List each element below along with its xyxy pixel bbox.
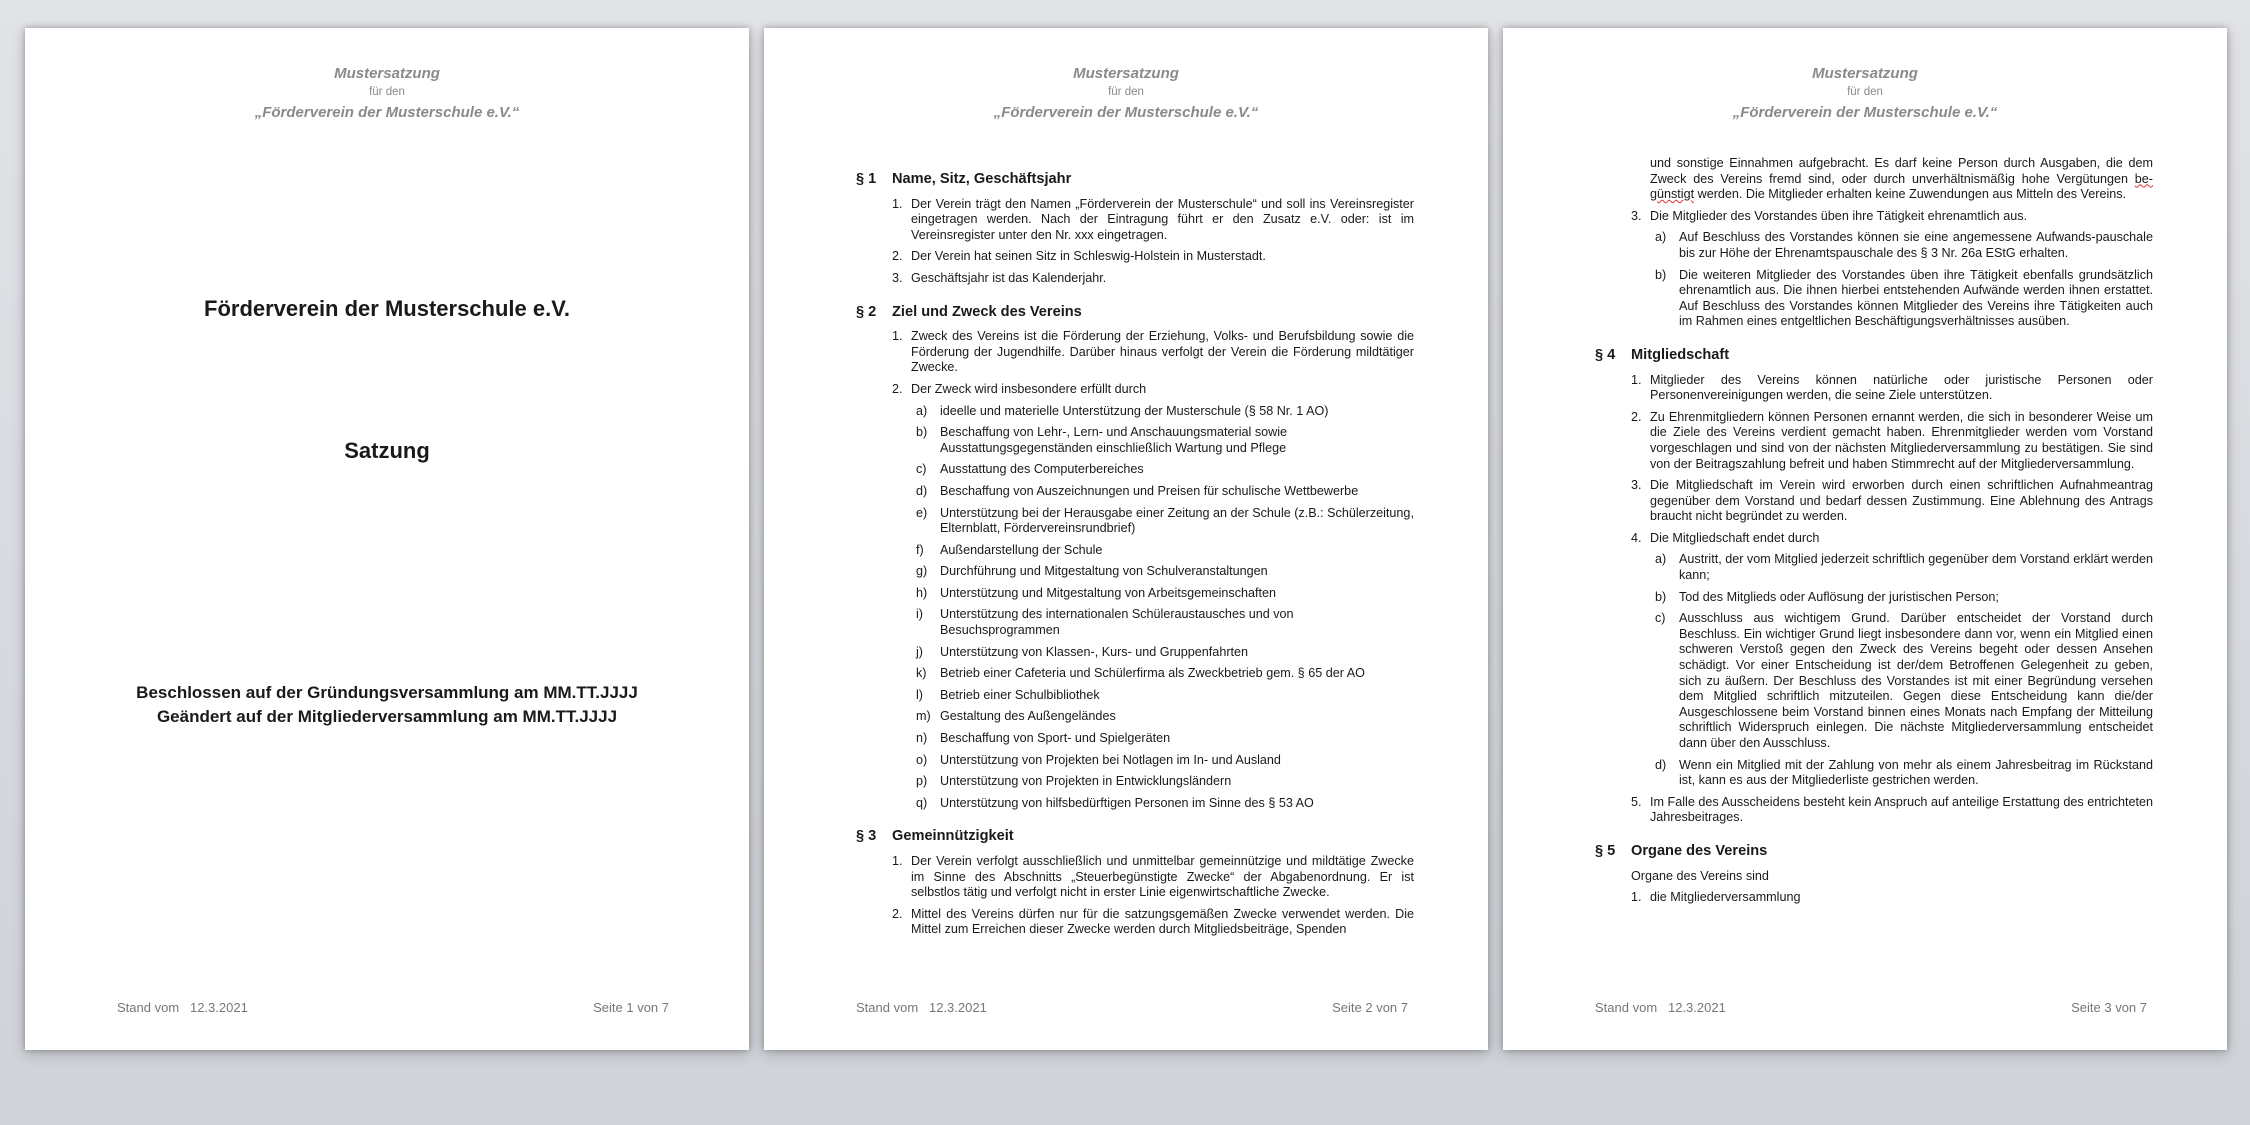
section-heading (1595, 844, 2153, 860)
header-title: Mustersatzung (334, 65, 440, 82)
sub-item: b) Die weiteren Mitglieder des Vorstandes üben ihre Tätigkeit ebenfalls grundsätzlich ehrenamtlich aus. Die ihnen hierbei entstehenden Aufwände werden ihnen erstattet. Auf Beschluss des Vorstandes können Mitglieder des Vereins ihre Tätigkeiten auch im Rahmen eines entgeltlichen Beschäftigungsverhältnisses ausüben. (1655, 267, 2153, 329)
list-item: 2. Der Zweck wird insbesondere erfüllt durch (892, 381, 1147, 396)
sub-item: d) Wenn ein Mitglied mit der Zahlung von mehr als einem Jahresbeitrag im Rückstand ist, kann es aus der Mitgliederliste gestrichen werden. (1655, 757, 2153, 788)
adoption-note (25, 681, 749, 729)
section-heading (1595, 348, 2153, 364)
list-item: 3. Die Mitgliedschaft im Verein wird erworben durch einen schriftlichen Aufnahmeantrag gegenüber dem Vorstand und bedarf dessen Zustimmung. Eine Ablehnung des Antrags braucht nicht begründet zu werden. (1631, 478, 2153, 524)
section-heading (856, 829, 1414, 845)
spelling-marked-word: be-günstigt (1650, 171, 2153, 202)
document-subtitle: Satzung (344, 438, 430, 463)
sub-item: o) Unterstützung von Projekten bei Notlagen im In- und Ausland (916, 752, 1281, 767)
sub-item: g) Durchführung und Mitgestaltung von Schulveranstaltungen (916, 564, 1268, 579)
list-item: 2. Mittel des Vereins dürfen nur für die satzungsgemäßen Zwecke verwendet werden. Die Mittel zum Erreichen dieser Zwecke werden durch Mitgliedsbeiträge, Spenden (892, 906, 1414, 937)
sub-item: b) Tod des Mitglieds oder Auflösung der juristischen Person; (1655, 589, 1999, 604)
sub-item: a) Austritt, der vom Mitglied jederzeit schriftlich gegenüber dem Vorstand erklärt werden kann; (1655, 552, 2153, 583)
footer-page-number: Seite 1 von 7 (593, 1000, 669, 1015)
section-number: § 1 (856, 171, 877, 187)
list-item: 5. Im Falle des Ausscheidens besteht kein Anspruch auf anteilige Erstattung des entrichteten Jahresbeitrages. (1631, 794, 2153, 825)
section-title: Ziel und Zweck des Vereins (892, 303, 1082, 320)
document-title: Förderverein der Musterschule e.V. (204, 296, 570, 321)
header-fuer-den: für den (369, 86, 405, 98)
sub-item: q) Unterstützung von hilfsbedürftigen Personen im Sinne des § 53 AO (916, 795, 1314, 810)
page-header (25, 64, 749, 123)
sub-item: c) Ausschluss aus wichtigem Grund. Darüber entscheidet der Vorstand durch Beschluss. Ein wichtiger Grund liegt insbesondere dann vor, wenn ein Mitglied einen schweren Verstoß gegen den Zweck des Vereins begeht oder dessen Ansehen schädigt. Vor einer Entscheidung ist der/dem Betroffenen Gelegenheit zu geben, sich zu äußern. Der Beschluss des Vorstandes ist mit einer Begründung versehen dem Mitglied schriftlich mitzuteilen. Gegen diese Entscheidung kann die/der Ausgeschlossene beim Vorstand binnen eines Monats nach Empfang der Mitteilung schriftlich Widerspruch einlegen. Die nächste Mitgliederversammlung entscheidet dann über den Ausschluss. (1655, 611, 2153, 750)
footer-stand: Stand vom 12.3.2021 (1595, 1000, 1726, 1015)
page-header (764, 64, 1488, 123)
section-number: § 2 (856, 303, 877, 320)
sub-item: j) Unterstützung von Klassen-, Kurs- und Gruppenfahrten (916, 644, 1249, 659)
sub-item: a) Auf Beschluss des Vorstandes können sie eine angemessene Aufwands-pauschale bis zur Höhe der Ehrenamtspauschale des § 3 Nr. 26a EStG erhalten. (1655, 230, 2153, 260)
sub-item: p) Unterstützung von Projekten in Entwicklungsländern (916, 774, 1232, 789)
page-body (856, 172, 1414, 944)
header-verein: „Förderverein der Musterschule e.V.“ (993, 104, 1259, 121)
sub-list (1595, 230, 2153, 330)
sub-item: k) Betrieb einer Cafeteria und Schülerfirma als Zweckbetrieb gem. § 65 der AO (916, 666, 1365, 681)
sub-list (856, 404, 1414, 812)
geaendert-line: Geändert auf der Mitgliederversammlung am MM.TT.JJJJ (156, 707, 618, 726)
sub-item: n) Beschaffung von Sport- und Spielgeräten (916, 731, 1171, 746)
page-footer (1595, 1000, 2147, 1015)
continued-paragraph: und sonstige Einnahmen aufgebracht. Es darf keine Person durch Ausgaben, die dem Zweck des Vereins fremd sind, oder durch unverhältnismäßig hohe Vergütungen be-günstigt werden. Die Mitglieder erhalten keine Zuwendungen aus Mitteln des Vereins. (1650, 156, 2153, 202)
header-verein: „Förderverein der Musterschule e.V.“ (1732, 104, 1998, 121)
list-item: 1. Zweck des Vereins ist die Förderung der Erziehung, Volks- und Berufsbildung sowie die Förderung der Jugendhilfe. Darüber hinaus verfolgt der Verein die Förderung mildtätiger Zwecke. (892, 329, 1414, 375)
footer-stand: Stand vom 12.3.2021 (117, 1000, 248, 1015)
header-fuer-den: für den (1847, 86, 1883, 98)
sub-item: f) Außendarstellung der Schule (916, 542, 1103, 557)
sub-item: e) Unterstützung bei der Herausgabe einer Zeitung an der Schule (z.B.: Schülerzeitung, Elternblatt, Fördervereinsrundbrief) (916, 505, 1414, 536)
sub-item: b) Beschaffung von Lehr-, Lern- und Anschauungsmaterial sowie Ausstattungsgegenständen einschließlich Wartung und Pflege (916, 425, 1288, 455)
beschlossen-line: Beschlossen auf der Gründungsversammlung am MM.TT.JJJJ (136, 683, 638, 702)
list-item: 2. Der Verein hat seinen Sitz in Schleswig-Holstein in Musterstadt. (892, 249, 1266, 264)
sub-item: m) Gestaltung des Außengeländes (916, 709, 1116, 724)
sub-item: a) ideelle und materielle Unterstützung der Musterschule (§ 58 Nr. 1 AO) (916, 403, 1329, 418)
section-title: Mitgliedschaft (1631, 346, 1730, 363)
page-1 (25, 28, 749, 1050)
header-title: Mustersatzung (1073, 65, 1179, 82)
footer-page-number: Seite 2 von 7 (1332, 1000, 1408, 1015)
section-number: § 3 (856, 828, 877, 845)
section-heading (856, 305, 1414, 321)
list-item: 1. die Mitgliederversammlung (1631, 890, 1801, 905)
list-item: 3. Die Mitglieder des Vorstandes üben ihre Tätigkeit ehrenamtlich aus. (1631, 208, 2028, 223)
section-title: Name, Sitz, Geschäftsjahr (892, 171, 1072, 187)
section-intro: Organe des Vereins sind (1631, 868, 1769, 883)
list-item: 1. Der Verein trägt den Namen „Förderverein der Musterschule“ und soll ins Vereinsregister eingetragen werden. Nach der Eintragung führt er den Zusatz e.V. oder: ist im Vereinsregister unter den Nr. xxx eingetragen. (892, 196, 1414, 242)
sub-item: h) Unterstützung und Mitgestaltung von Arbeitsgemeinschaften (916, 585, 1277, 600)
section-number: § 5 (1595, 842, 1616, 859)
sub-list (1595, 552, 2153, 788)
sub-item: i) Unterstützung des internationalen Schüleraustausches und von Besuchsprogrammen (916, 607, 1294, 638)
page-body (1595, 156, 2153, 912)
list-item: 1. Mitglieder des Vereins können natürliche oder juristische Personen oder Personenvereinigungen werden, die seine Ziele unterstützen. (1631, 372, 2153, 403)
sub-item: c) Ausstattung des Computerbereiches (916, 462, 1144, 477)
section-title: Gemeinnützigkeit (892, 828, 1014, 845)
section-number: § 4 (1595, 346, 1616, 363)
page-footer (117, 1000, 669, 1015)
header-title: Mustersatzung (1812, 65, 1918, 82)
page-header (1503, 64, 2227, 123)
page-footer (856, 1000, 1408, 1015)
list-item: 2. Zu Ehrenmitgliedern können Personen ernannt werden, die sich in besonderer Weise um die Ziele des Vereins verdient gemacht haben. Ehrenmitglieder werden vom Vorstand vorgeschlagen und sind von der nächsten Mitgliederversammlung zu bestätigen. Sie sind von der Beitragszahlung befreit und haben Stimmrecht auf der Mitgliederversammlung. (1631, 409, 2153, 471)
section-title: Organe des Vereins (1631, 842, 1768, 859)
footer-stand: Stand vom 12.3.2021 (856, 1000, 987, 1015)
footer-page-number: Seite 3 von 7 (2071, 1000, 2147, 1015)
header-verein: „Förderverein der Musterschule e.V.“ (254, 104, 520, 121)
section-heading (856, 172, 1414, 188)
header-fuer-den: für den (1108, 86, 1144, 98)
sub-item: d) Beschaffung von Auszeichnungen und Preisen für schulische Wettbewerbe (916, 483, 1359, 498)
list-item: 3. Geschäftsjahr ist das Kalenderjahr. (892, 270, 1107, 285)
page-3 (1503, 28, 2227, 1050)
sub-item: l) Betrieb einer Schulbibliothek (916, 687, 1100, 702)
page-2 (764, 28, 1488, 1050)
list-item: 4. Die Mitgliedschaft endet durch (1631, 530, 1820, 545)
list-item: 1. Der Verein verfolgt ausschließlich und unmittelbar gemeinnützige und mildtätige Zwecke im Sinne des Abschnitts „Steuerbegünstigte Zwecke“ der Abgabenordnung. Er ist selbstlos tätig und verfolgt nicht in erster Linie eigenwirtschaftliche Zwecke. (892, 854, 1414, 900)
